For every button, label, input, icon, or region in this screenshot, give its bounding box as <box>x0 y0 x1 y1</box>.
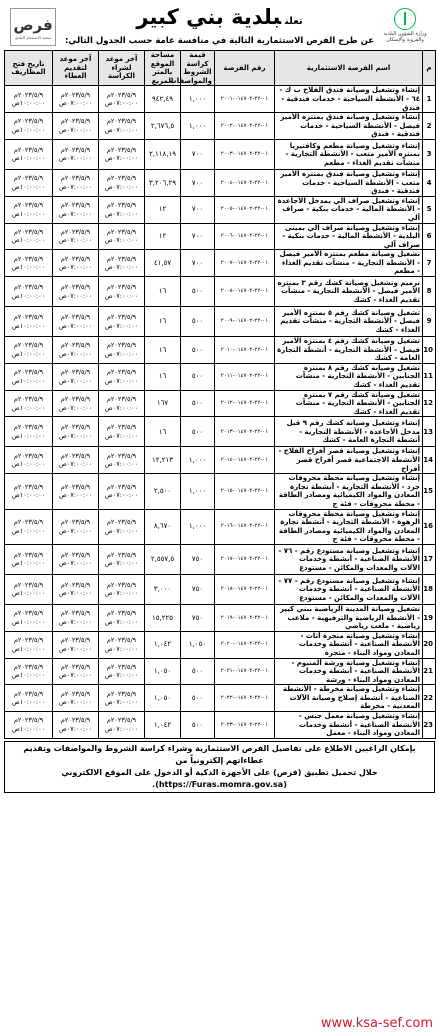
cell-buy: ٢٠٢٣/٥/٩م ٠٧:٠٠:٠٠ص <box>99 417 145 447</box>
cell-bid: ٢٠٢٣/٥/٩م ٠٧:٠٠:٠٠ص <box>53 277 99 307</box>
table-row <box>5 390 436 417</box>
cell-name: تشغيل وصيانة المدينة الرياضية ببني كبير - الأنشطة الرياضية والترفيهية - ملاعب رياضية - ملعب رياضي <box>275 604 423 631</box>
cell-bid: ٢٠٢٣/٥/٩م ٠٧:٠٠:٠٠ص <box>53 337 99 364</box>
cell-n: 21 <box>423 658 436 685</box>
cell-fee: ٧٥٠ <box>181 574 215 604</box>
cell-area: ١,٠٥٠ <box>145 685 181 712</box>
cell-name: إنشاء وتشغيل وصيانة فندق بمنتزه الأمير متعب - الأنشطة السياحية - خدمات فندقية - فندق <box>275 169 423 196</box>
cell-bid: ٢٠٢٣/٥/٩م ٠٧:٠٠:٠٠ص <box>53 363 99 390</box>
cell-buy: ٢٠٢٣/٥/٩م ٠٧:٠٠:٠٠ص <box>99 474 145 509</box>
table-row <box>5 509 436 544</box>
cell-fee: ٥٠٠ <box>181 277 215 307</box>
table-body <box>5 86 436 738</box>
cell-open: ٢٠٢٣/٥/٩م ١٠:٠٠:٠٠ص <box>5 277 53 307</box>
cell-buy: ٢٠٢٣/٥/٩م ٠٧:٠٠:٠٠ص <box>99 86 145 113</box>
column-header: م <box>423 51 436 86</box>
table-row <box>5 86 436 113</box>
cell-buy: ٢٠٢٣/٥/٩م ٠٧:٠٠:٠٠ص <box>99 169 145 196</box>
cell-bid: ٢٠٢٣/٥/٩م ٠٧:٠٠:٠٠ص <box>53 712 99 739</box>
table-row <box>5 223 436 250</box>
cell-ref: ٠١-٢٢-٠١٤٧٠٢-٢٠٠٣ <box>215 139 275 169</box>
advertisement-page <box>4 4 435 1012</box>
cell-n: 6 <box>423 223 436 250</box>
cell-n: 1 <box>423 86 436 113</box>
cell-open: ٢٠٢٣/٥/٩م ١٠:٠٠:٠٠ص <box>5 169 53 196</box>
cell-open: ٢٠٢٣/٥/٩م ١٠:٠٠:٠٠ص <box>5 509 53 544</box>
cell-ref: ٠١-٢٢-٠١٤٧٠٢-٢٠٢٣ <box>215 712 275 739</box>
column-header: آخر موعد لشراء الكراسة <box>99 51 145 86</box>
cell-open: ٢٠٢٣/٥/٩م ١٠:٠٠:٠٠ص <box>5 474 53 509</box>
cell-buy: ٢٠٢٣/٥/٩م ٠٧:٠٠:٠٠ص <box>99 390 145 417</box>
cell-area: ٩٤٢,٤٩ <box>145 86 181 113</box>
cell-bid: ٢٠٢٣/٥/٩م ٠٧:٠٠:٠٠ص <box>53 113 99 140</box>
column-header: مساحة الموقع بالمتر المربع <box>145 51 181 86</box>
cell-fee: ١,٠٠٠ <box>181 509 215 544</box>
cell-buy: ٢٠٢٣/٥/٩م ٠٧:٠٠:٠٠ص <box>99 604 145 631</box>
table-row <box>5 712 436 739</box>
cell-area: ٢,١١٨,١٩ <box>145 139 181 169</box>
column-header: قيمة كراسة الشروط والمواصفات <box>181 51 215 86</box>
cell-name: تشغيل وصيانة كشك رقم ٨ بمنتزه الجنابين - الأنشطة التجارية - منشآت تقديم الغذاء - كشك <box>275 363 423 390</box>
cell-open: ٢٠٢٣/٥/٩م ١٠:٠٠:٠٠ص <box>5 604 53 631</box>
cell-n: 20 <box>423 631 436 658</box>
cell-open: ٢٠٢٣/٥/٩م ١٠:٠٠:٠٠ص <box>5 447 53 474</box>
table-row <box>5 307 436 337</box>
cell-buy: ٢٠٢٣/٥/٩م ٠٧:٠٠:٠٠ص <box>99 139 145 169</box>
cell-name: إنشاء وتشغيل وصيانة محطة محروقات جرد - الأنشطة التجارية - أنشطة تجارة المعادن والمواد الكيميائية ومصادر الطاقة - محطة محروقات - فئة ج <box>275 474 423 509</box>
footer-line-2: خلال تحميل تطبيق (فرص) على الأجهزة الذكية أو الدخول على الموقع الالكتروني (https://Furas.momra.gov.sa). <box>61 767 378 789</box>
cell-area: ١٦ <box>145 307 181 337</box>
cell-area: ١٦٧ <box>145 390 181 417</box>
cell-n: 18 <box>423 574 436 604</box>
table-row <box>5 277 436 307</box>
cell-area: ١٢,٢١٣ <box>145 447 181 474</box>
column-header: آخر موعد لتقديم العطاء <box>53 51 99 86</box>
cell-n: 9 <box>423 307 436 337</box>
cell-area: ١٢ <box>145 196 181 223</box>
cell-bid: ٢٠٢٣/٥/٩م ٠٧:٠٠:٠٠ص <box>53 307 99 337</box>
cell-area: ١٦ <box>145 277 181 307</box>
ministry-logo <box>381 8 429 46</box>
furas-logo-text: فرص <box>13 16 53 34</box>
cell-ref: ٠١-٢٢-٠١٤٧٠٢-٢٠٢٢ <box>215 685 275 712</box>
cell-n: 8 <box>423 277 436 307</box>
cell-open: ٢٠٢٣/٥/٩م ١٠:٠٠:٠٠ص <box>5 631 53 658</box>
cell-open: ٢٠٢٣/٥/٩م ١٠:٠٠:٠٠ص <box>5 86 53 113</box>
cell-n: 19 <box>423 604 436 631</box>
cell-area: ٣,٠٠٠ <box>145 574 181 604</box>
cell-buy: ٢٠٢٣/٥/٩م ٠٧:٠٠:٠٠ص <box>99 113 145 140</box>
cell-area: ٤١,٥٧ <box>145 250 181 277</box>
cell-area: ١٦ <box>145 417 181 447</box>
cell-bid: ٢٠٢٣/٥/٩م ٠٧:٠٠:٠٠ص <box>53 169 99 196</box>
cell-area: ٢,٥٠٠ <box>145 474 181 509</box>
cell-open: ٢٠٢٣/٥/٩م ١٠:٠٠:٠٠ص <box>5 658 53 685</box>
cell-name: إنشاء وتشغيل وصيانة مخرطة - الأنشطة الصناعية - أنشطة إصلاح وصيانة الآلات المعدنية - مخرطة <box>275 685 423 712</box>
cell-bid: ٢٠٢٣/٥/٩م ٠٧:٠٠:٠٠ص <box>53 544 99 574</box>
column-header: اسم الفرصة الاستثمارية <box>275 51 423 86</box>
cell-fee: ١,٠٠٠ <box>181 86 215 113</box>
ministry-logo-text: وزارة الشؤون البلدية والقروية والإسكان <box>383 31 427 43</box>
cell-bid: ٢٠٢٣/٥/٩م ٠٧:٠٠:٠٠ص <box>53 223 99 250</box>
cell-buy: ٢٠٢٣/٥/٩م ٠٧:٠٠:٠٠ص <box>99 307 145 337</box>
cell-open: ٢٠٢٣/٥/٩م ١٠:٠٠:٠٠ص <box>5 196 53 223</box>
table-row <box>5 169 436 196</box>
cell-name: تشغيل وصيانة مطعم بمنتزه الأمير فيصل - الأنشطة التجارية - منشآت تقديم الغذاء - مطعم <box>275 250 423 277</box>
cell-open: ٢٠٢٣/٥/٩م ١٠:٠٠:٠٠ص <box>5 139 53 169</box>
cell-n: 11 <box>423 363 436 390</box>
cell-bid: ٢٠٢٣/٥/٩م ٠٧:٠٠:٠٠ص <box>53 250 99 277</box>
cell-open: ٢٠٢٣/٥/٩م ١٠:٠٠:٠٠ص <box>5 712 53 739</box>
table-row <box>5 604 436 631</box>
furas-logo-sub: منصة الاستثمار البلدي <box>14 35 52 40</box>
cell-ref: ٠١-٢٢-٠١٤٧٠٢-٢٠٠٤ <box>215 169 275 196</box>
table-header-row <box>5 51 436 86</box>
cell-area: ٨,٦٧٠ <box>145 509 181 544</box>
cell-ref: ٠١-٢٢-٠١٤٧٠٢-٢٠١٧ <box>215 544 275 574</box>
table-row <box>5 417 436 447</box>
cell-ref: ٠١-٢٢-٠١٤٧٠٢-٢٠٠٦ <box>215 223 275 250</box>
cell-name: تشغيل وصيانة كشك رقم ٤ بمنتزه الأمير فيصل - الأنشطة التجارية - أنشطة التجارة العامة - كشك <box>275 337 423 364</box>
cell-name: إنشاء وتشغيل وصيانة ورشة ألمنيوم - الأنشطة الصناعية - أنشطة وخدمات المعادن ومواد البناء - ورشة <box>275 658 423 685</box>
cell-buy: ٢٠٢٣/٥/٩م ٠٧:٠٠:٠٠ص <box>99 223 145 250</box>
cell-fee: ١,٠٠٠ <box>181 113 215 140</box>
announce-word: تعلن <box>285 16 303 27</box>
page-title <box>64 4 375 35</box>
cell-fee: ٥٠٠ <box>181 658 215 685</box>
cell-fee: ٧٥٠ <box>181 604 215 631</box>
cell-area: ١٢ <box>145 223 181 250</box>
table-row <box>5 113 436 140</box>
opportunities-table <box>4 50 436 739</box>
cell-name: إنشاء وتشغيل وصيانة منجرة أثاث - الأنشطة الصناعية - أنشطة وخدمات المعادن ومواد البناء - منجرة <box>275 631 423 658</box>
cell-ref: ٠١-٢٢-٠١٤٧٠٢-٢٠١١ <box>215 363 275 390</box>
cell-bid: ٢٠٢٣/٥/٩م ٠٧:٠٠:٠٠ص <box>53 447 99 474</box>
cell-n: 12 <box>423 390 436 417</box>
cell-fee: ٥٠٠ <box>181 685 215 712</box>
cell-n: 17 <box>423 544 436 574</box>
cell-area: ١,٠٥٠ <box>145 658 181 685</box>
cell-open: ٢٠٢٣/٥/٩م ١٠:٠٠:٠٠ص <box>5 574 53 604</box>
cell-ref: ٠١-٢٢-٠١٤٧٠٢-٢٠١٩ <box>215 604 275 631</box>
cell-ref: ٠١-٢٢-٠١٤٧٠٢-٢٠٠١ <box>215 86 275 113</box>
cell-fee: ٧٠٠ <box>181 196 215 223</box>
cell-ref: ٠١-٢٢-٠١٤٧٠٢-٢٠٠٩ <box>215 307 275 337</box>
header <box>4 4 435 50</box>
cell-open: ٢٠٢٣/٥/٩م ١٠:٠٠:٠٠ص <box>5 685 53 712</box>
cell-open: ٢٠٢٣/٥/٩م ١٠:٠٠:٠٠ص <box>5 307 53 337</box>
page-subtitle: عن طرح الفرص الاستثمارية التالية في منافسة عامة حسب الجدول التالي: <box>64 36 375 46</box>
cell-name: إنشاء وتشغيل وصيانة فندق بمنتزه الأمير فيصل - الأنشطة السياحية - خدمات فندقية - فندق <box>275 113 423 140</box>
cell-buy: ٢٠٢٣/٥/٩م ٠٧:٠٠:٠٠ص <box>99 685 145 712</box>
cell-name: إنشاء وتشغيل صراف آلي بمدخل الأجاعدة - الأنشطة المالية - خدمات بنكية - صراف آلي <box>275 196 423 223</box>
table-row <box>5 337 436 364</box>
cell-bid: ٢٠٢٣/٥/٩م ٠٧:٠٠:٠٠ص <box>53 509 99 544</box>
cell-fee: ٥٠٠ <box>181 307 215 337</box>
cell-fee: ٧٠٠ <box>181 223 215 250</box>
cell-area: ١٥,٢٢٥ <box>145 604 181 631</box>
cell-fee: ١,٠٠٠ <box>181 447 215 474</box>
cell-open: ٢٠٢٣/٥/٩م ١٠:٠٠:٠٠ص <box>5 113 53 140</box>
cell-ref: ٠١-٢٢-٠١٤٧٠٢-٢٠١٥ <box>215 474 275 509</box>
cell-open: ٢٠٢٣/٥/٩م ١٠:٠٠:٠٠ص <box>5 417 53 447</box>
cell-fee: ١,٠٥٠ <box>181 631 215 658</box>
cell-fee: ٥٠٠ <box>181 363 215 390</box>
cell-n: 2 <box>423 113 436 140</box>
municipality-name: بلدية بني كبير <box>136 5 282 29</box>
watermark: www.ksa-sef.com <box>320 1016 433 1031</box>
cell-bid: ٢٠٢٣/٥/٩م ٠٧:٠٠:٠٠ص <box>53 417 99 447</box>
cell-buy: ٢٠٢٣/٥/٩م ٠٧:٠٠:٠٠ص <box>99 544 145 574</box>
cell-open: ٢٠٢٣/٥/٩م ١٠:٠٠:٠٠ص <box>5 363 53 390</box>
table-row <box>5 196 436 223</box>
cell-bid: ٢٠٢٣/٥/٩م ٠٧:٠٠:٠٠ص <box>53 474 99 509</box>
cell-buy: ٢٠٢٣/٥/٩م ٠٧:٠٠:٠٠ص <box>99 363 145 390</box>
cell-buy: ٢٠٢٣/٥/٩م ٠٧:٠٠:٠٠ص <box>99 337 145 364</box>
cell-area: ١,٠٤٢ <box>145 712 181 739</box>
cell-buy: ٢٠٢٣/٥/٩م ٠٧:٠٠:٠٠ص <box>99 196 145 223</box>
cell-fee: ٥٠٠ <box>181 337 215 364</box>
table-row <box>5 544 436 574</box>
cell-buy: ٢٠٢٣/٥/٩م ٠٧:٠٠:٠٠ص <box>99 574 145 604</box>
column-header: تاريخ فتح المظاريف <box>5 51 53 86</box>
cell-ref: ٠١-٢٢-٠١٤٧٠٢-٢٠١٤ <box>215 447 275 474</box>
table-row <box>5 685 436 712</box>
cell-open: ٢٠٢٣/٥/٩م ١٠:٠٠:٠٠ص <box>5 223 53 250</box>
cell-bid: ٢٠٢٣/٥/٩م ٠٧:٠٠:٠٠ص <box>53 631 99 658</box>
cell-name: إنشاء وتشغيل وصيانة كشك رقم ٩ قبل مدخل الأجاعدة - الأنشطة التجارية - أنشطة التجارة العامة - كشك <box>275 417 423 447</box>
cell-bid: ٢٠٢٣/٥/٩م ٠٧:٠٠:٠٠ص <box>53 685 99 712</box>
cell-ref: ٠١-٢٢-٠١٤٧٠٢-٢٠٠٥ <box>215 196 275 223</box>
cell-ref: ٠١-٢٢-٠١٤٧٠٢-٢٠٠٧ <box>215 250 275 277</box>
cell-area: ٢,٥٥٧,٥ <box>145 544 181 574</box>
cell-name: ترميم وتشغيل وصيانة كشك رقم ٣ بمنتزه الأمير فيصل - الأنشطة التجارية - منشآت تقديم الغذاء - كشك <box>275 277 423 307</box>
table-row <box>5 447 436 474</box>
cell-ref: ٠١-٢٢-٠١٤٧٠٢-٢٠١٢ <box>215 390 275 417</box>
cell-open: ٢٠٢٣/٥/٩م ١٠:٠٠:٠٠ص <box>5 390 53 417</box>
footer-note <box>4 741 435 793</box>
table-row <box>5 658 436 685</box>
table-row <box>5 250 436 277</box>
cell-n: 23 <box>423 712 436 739</box>
cell-bid: ٢٠٢٣/٥/٩م ٠٧:٠٠:٠٠ص <box>53 658 99 685</box>
cell-n: 5 <box>423 196 436 223</box>
cell-ref: ٠١-٢٢-٠١٤٧٠٢-٢٠٢١ <box>215 658 275 685</box>
cell-n: 22 <box>423 685 436 712</box>
cell-name: إنشاء وتشغيل وصيانة معمل جبس - الأنشطة الصناعية - أنشطة وخدمات المعادن ومواد البناء - معمل <box>275 712 423 739</box>
cell-ref: ٠١-٢٢-٠١٤٧٠٢-٢٠١٣ <box>215 417 275 447</box>
cell-n: 16 <box>423 509 436 544</box>
table-row <box>5 139 436 169</box>
cell-name: إنشاء وتشغيل وصيانة مستودع رقم - ٧٦ - الأنشطة الصناعية - أنشطة وخدمات الآلات والمعدات والمكائن - مستودع <box>275 544 423 574</box>
cell-open: ٢٠٢٣/٥/٩م ١٠:٠٠:٠٠ص <box>5 544 53 574</box>
cell-buy: ٢٠٢٣/٥/٩م ٠٧:٠٠:٠٠ص <box>99 712 145 739</box>
cell-fee: ٧٥٠ <box>181 544 215 574</box>
cell-buy: ٢٠٢٣/٥/٩م ٠٧:٠٠:٠٠ص <box>99 509 145 544</box>
cell-area: ٣,٢٠٦,٢٩ <box>145 169 181 196</box>
cell-bid: ٢٠٢٣/٥/٩م ٠٧:٠٠:٠٠ص <box>53 196 99 223</box>
cell-name: تشغيل وصيانة كشك رقم ٥ بمنتزه الأمير فيصل - الأنشطة التجارية - منشآت تقديم الغذاء - كشك <box>275 307 423 337</box>
cell-n: 13 <box>423 417 436 447</box>
cell-fee: ٥٠٠ <box>181 712 215 739</box>
cell-bid: ٢٠٢٣/٥/٩م ٠٧:٠٠:٠٠ص <box>53 604 99 631</box>
table-row <box>5 474 436 509</box>
cell-n: 4 <box>423 169 436 196</box>
cell-buy: ٢٠٢٣/٥/٩م ٠٧:٠٠:٠٠ص <box>99 277 145 307</box>
column-header: رقم الفرصة <box>215 51 275 86</box>
footer-line-1: بإمكان الراغبين الاطلاع على تفاصيل الفرص الاستثمارية وشراء كراسة الشروط والمواصفات وتقديم عطاءاتهم إلكترونياً من <box>23 743 416 765</box>
cell-area: ١,٠٤٢ <box>145 631 181 658</box>
cell-bid: ٢٠٢٣/٥/٩م ٠٧:٠٠:٠٠ص <box>53 139 99 169</box>
cell-fee: ٧٠٠ <box>181 169 215 196</box>
cell-bid: ٢٠٢٣/٥/٩م ٠٧:٠٠:٠٠ص <box>53 86 99 113</box>
cell-buy: ٢٠٢٣/٥/٩م ٠٧:٠٠:٠٠ص <box>99 250 145 277</box>
cell-fee: ١,٠٠٠ <box>181 474 215 509</box>
cell-fee: ٥٠٠ <box>181 390 215 417</box>
palm-emblem-icon <box>394 8 416 30</box>
cell-ref: ٠١-٢٢-٠١٤٧٠٢-٢٠١٠ <box>215 337 275 364</box>
cell-n: 14 <box>423 447 436 474</box>
cell-fee: ٧٠٠ <box>181 250 215 277</box>
cell-n: 7 <box>423 250 436 277</box>
cell-n: 10 <box>423 337 436 364</box>
table-row <box>5 631 436 658</box>
cell-name: إنشاء وتشغيل وصيانة مطعم وكافتيريا بمنتزه الأمير متعب - الأنشطة التجارية - منشآت تقديم الغذاء - مطعم <box>275 139 423 169</box>
cell-name: تشغيل وصيانة كشك رقم ٧ بمنتزه الجنابين - الأنشطة التجارية - منشآت تقديم الغذاء - كشك <box>275 390 423 417</box>
cell-name: إنشاء وتشغيل وصيانة فندق الفلاح ب ك - ٦٤ - الأنشطة السياحية - خدمات فندقية - فندق <box>275 86 423 113</box>
cell-ref: ٠١-٢٢-٠١٤٧٠٢-٢٠١٦ <box>215 509 275 544</box>
cell-fee: ٧٠٠ <box>181 139 215 169</box>
cell-buy: ٢٠٢٣/٥/٩م ٠٧:٠٠:٠٠ص <box>99 658 145 685</box>
cell-fee: ٥٠٠ <box>181 417 215 447</box>
cell-name: إنشاء وتشغيل وصيانة محطة محروقات الرهوة - الأنشطة التجارية - أنشطة تجارة المعادن والمواد الكيميائية ومصادر الطاقة - محطة محروقات - فئة ج <box>275 509 423 544</box>
cell-area: ٢,٦٧٦,٥ <box>145 113 181 140</box>
cell-bid: ٢٠٢٣/٥/٩م ٠٧:٠٠:٠٠ص <box>53 574 99 604</box>
cell-ref: ٠١-٢٢-٠١٤٧٠٢-٢٠٠٢ <box>215 113 275 140</box>
cell-open: ٢٠٢٣/٥/٩م ١٠:٠٠:٠٠ص <box>5 337 53 364</box>
cell-bid: ٢٠٢٣/٥/٩م ٠٧:٠٠:٠٠ص <box>53 390 99 417</box>
cell-name: إنشاء وتشغيل وصيانة قصر أفراح الفلاح - الأنشطة الاجتماعية قصر أفراح قصر أفراح <box>275 447 423 474</box>
cell-n: 3 <box>423 139 436 169</box>
cell-name: إنشاء وتشغيل وصيانة صراف آلي بمبنى البلدية - الأنشطة المالية - خدمات بنكية - صراف آلي <box>275 223 423 250</box>
title-block <box>64 4 375 47</box>
cell-ref: ٠١-٢٢-٠١٤٧٠٢-٢٠٢٠ <box>215 631 275 658</box>
cell-ref: ٠١-٢٢-٠١٤٧٠٢-٢٠٠٨ <box>215 277 275 307</box>
cell-n: 15 <box>423 474 436 509</box>
cell-ref: ٠١-٢٢-٠١٤٧٠٢-٢٠١٨ <box>215 574 275 604</box>
table-row <box>5 363 436 390</box>
furas-logo <box>10 8 56 46</box>
cell-area: ١٦ <box>145 363 181 390</box>
cell-buy: ٢٠٢٣/٥/٩م ٠٧:٠٠:٠٠ص <box>99 631 145 658</box>
table-row <box>5 574 436 604</box>
cell-buy: ٢٠٢٣/٥/٩م ٠٧:٠٠:٠٠ص <box>99 447 145 474</box>
cell-name: إنشاء وتشغيل وصيانة مستودع رقم - ٧٧ - الأنشطة الصناعية - أنشطة وخدمات الآلات والمعدات والمكائن - مستودع <box>275 574 423 604</box>
cell-open: ٢٠٢٣/٥/٩م ١٠:٠٠:٠٠ص <box>5 250 53 277</box>
cell-area: ١٦ <box>145 337 181 364</box>
